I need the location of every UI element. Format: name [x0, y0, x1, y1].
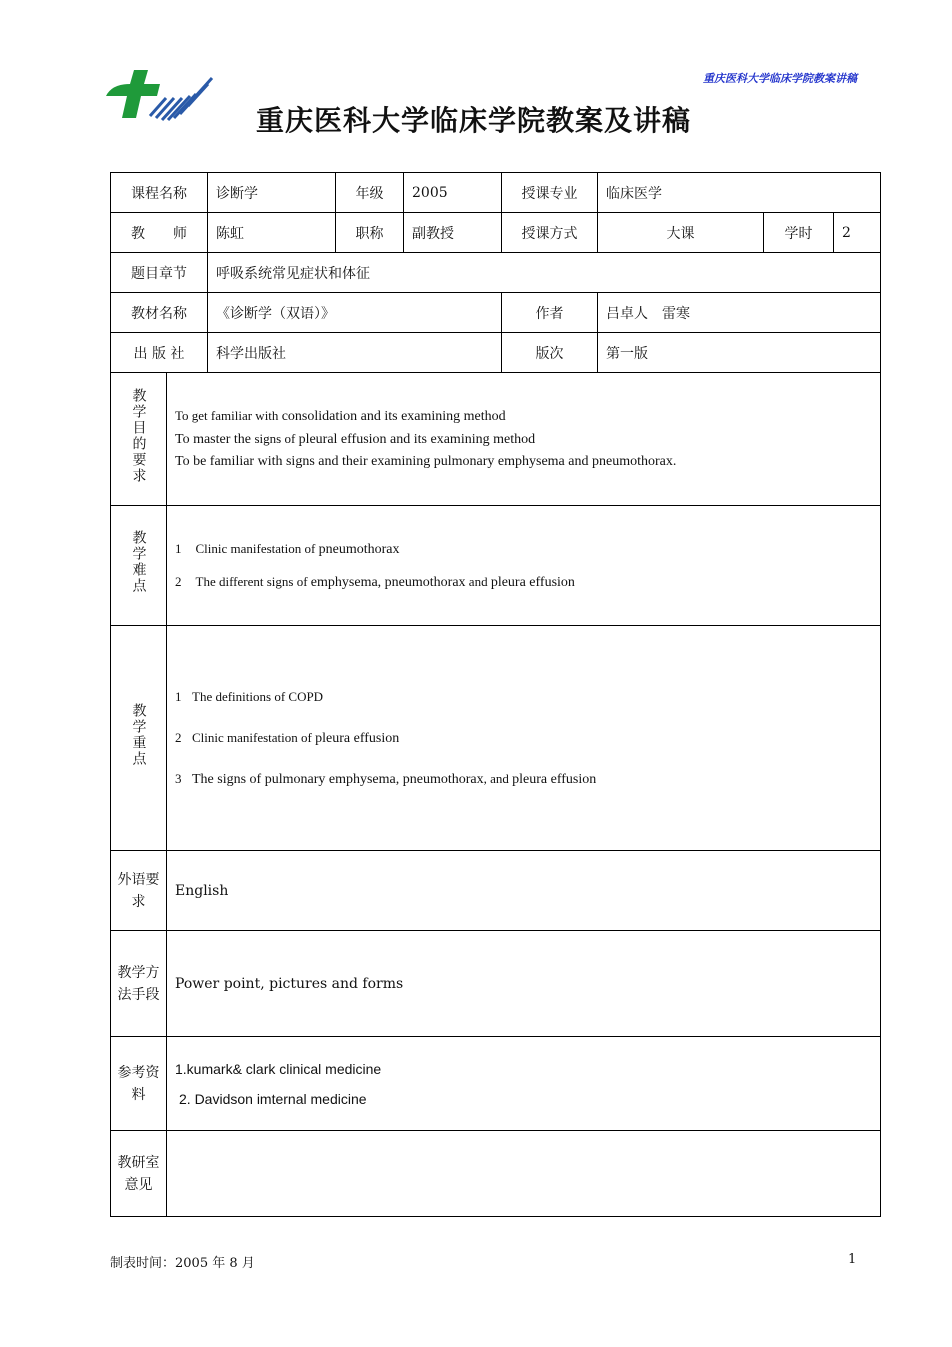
difficulty-2-tail: pleura effusion — [490, 574, 575, 590]
department-label: 教研室意见 — [111, 1131, 167, 1217]
references-content — [167, 1037, 881, 1131]
objectives-content — [167, 373, 881, 506]
hours-label: 学时 — [764, 213, 834, 253]
key-point-item — [175, 768, 872, 791]
objective-2-mid: signs of — [254, 431, 299, 446]
methods-value: Power point, pictures and forms — [167, 931, 881, 1037]
key-points-label-text: 教学重点 — [130, 702, 147, 767]
textbook-label: 教材名称 — [111, 293, 208, 333]
references-row — [111, 1037, 881, 1131]
language-label: 外语要求 — [111, 851, 167, 931]
difficulties-label — [111, 506, 167, 626]
difficulty-item — [175, 538, 872, 561]
objective-2-text: pleural effusion and its examining method — [298, 432, 536, 447]
difficulties-content — [167, 506, 881, 626]
grade-value: 2005 — [404, 173, 502, 213]
chapter-row — [111, 253, 881, 293]
course-name-label: 课程名称 — [111, 173, 208, 213]
key-points-content — [167, 626, 881, 851]
key-point-2-text: pleura effusion — [315, 730, 400, 746]
key-point-3-mid: , and — [483, 770, 513, 786]
department-value — [167, 1131, 881, 1217]
key-point-2-lead: Clinic manifestation of — [192, 729, 316, 745]
objectives-label — [111, 373, 167, 506]
course-name-value: 诊断学 — [208, 173, 336, 213]
major-label: 授课专业 — [502, 173, 598, 213]
textbook-value: 《诊断学（双语）》 — [208, 293, 502, 333]
mode-label: 授课方式 — [502, 213, 598, 253]
objective-line-1 — [175, 405, 872, 428]
key-point-1-text: The definitions of COPD — [192, 688, 324, 704]
reference-item: 1.kumark& clark clinical medicine — [175, 1060, 382, 1077]
key-point-3-tail: pleura effusion — [512, 771, 597, 787]
objective-line-2 — [175, 428, 872, 451]
objective-2-lead: To master the — [175, 432, 255, 447]
objectives-label-text: 教学目的要求 — [130, 387, 147, 484]
department-row — [111, 1131, 881, 1217]
objective-1-lead: To get familiar with — [175, 408, 282, 423]
grade-label: 年级 — [336, 173, 404, 213]
objective-1-text: consolidation and its examining method — [281, 409, 506, 424]
author-value: 吕卓人 雷寒 — [598, 293, 881, 333]
methods-row — [111, 931, 881, 1037]
difficulty-2-num: 2 — [175, 573, 182, 589]
language-value: English — [167, 851, 881, 931]
key-point-item — [175, 727, 872, 750]
methods-label: 教学方法手段 — [111, 931, 167, 1037]
difficulties-row — [111, 506, 881, 626]
reference-item: 2. Davidson imternal medicine — [179, 1090, 367, 1107]
difficulty-2-lead: The different signs of — [195, 573, 311, 589]
publisher-label: 出 版 社 — [111, 333, 208, 373]
chapter-label: 题目章节 — [111, 253, 208, 293]
difficulty-1-text: pneumothorax — [318, 541, 400, 557]
mode-value: 大课 — [598, 213, 764, 253]
language-row — [111, 851, 881, 931]
teacher-label: 教 师 — [111, 213, 208, 253]
hospital-cross-logo-icon — [104, 68, 216, 126]
key-points-label — [111, 626, 167, 851]
key-point-1-num: 1 — [175, 688, 182, 704]
publisher-value: 科学出版社 — [208, 333, 502, 373]
publisher-row — [111, 333, 881, 373]
teacher-row — [111, 213, 881, 253]
major-value: 临床医学 — [598, 173, 881, 213]
footer-date: 制表时间：2005 年 8 月 — [110, 1256, 255, 1271]
edition-label: 版次 — [502, 333, 598, 373]
title-value: 副教授 — [404, 213, 502, 253]
key-point-item — [175, 686, 872, 709]
objectives-row — [111, 373, 881, 506]
key-point-2-num: 2 — [175, 729, 182, 745]
difficulty-1-lead: Clinic manifestation of — [195, 540, 319, 556]
objective-line-3 — [175, 451, 872, 473]
difficulty-2-text: emphysema, pneumothorax — [310, 574, 466, 590]
document-title: 重庆医科大学临床学院教案及讲稿 — [256, 104, 692, 137]
header-note: 重庆医科大学临床学院教案讲稿 — [703, 72, 857, 85]
chapter-value: 呼吸系统常见症状和体征 — [208, 253, 881, 293]
difficulty-1-num: 1 — [175, 540, 182, 556]
hours-value: 2 — [834, 213, 881, 253]
edition-value: 第一版 — [598, 333, 881, 373]
course-row — [111, 173, 881, 213]
difficulties-label-text: 教学难点 — [130, 530, 147, 594]
teacher-value: 陈虹 — [208, 213, 336, 253]
difficulty-2-mid: and — [465, 573, 491, 589]
key-point-3-text: The signs of pulmonary emphysema, pneumothorax — [192, 771, 484, 787]
textbook-row — [111, 293, 881, 333]
author-label: 作者 — [502, 293, 598, 333]
difficulty-item — [175, 571, 872, 594]
key-points-row — [111, 626, 881, 851]
lesson-plan-table — [110, 172, 881, 1217]
objective-3-text: To be familiar with signs and their examining pulmonary emphysema and pneumothorax. — [175, 454, 677, 469]
references-label: 参考资料 — [111, 1037, 167, 1131]
page-number: 1 — [848, 1252, 857, 1267]
key-point-3-num: 3 — [175, 770, 182, 786]
title-label: 职称 — [336, 213, 404, 253]
